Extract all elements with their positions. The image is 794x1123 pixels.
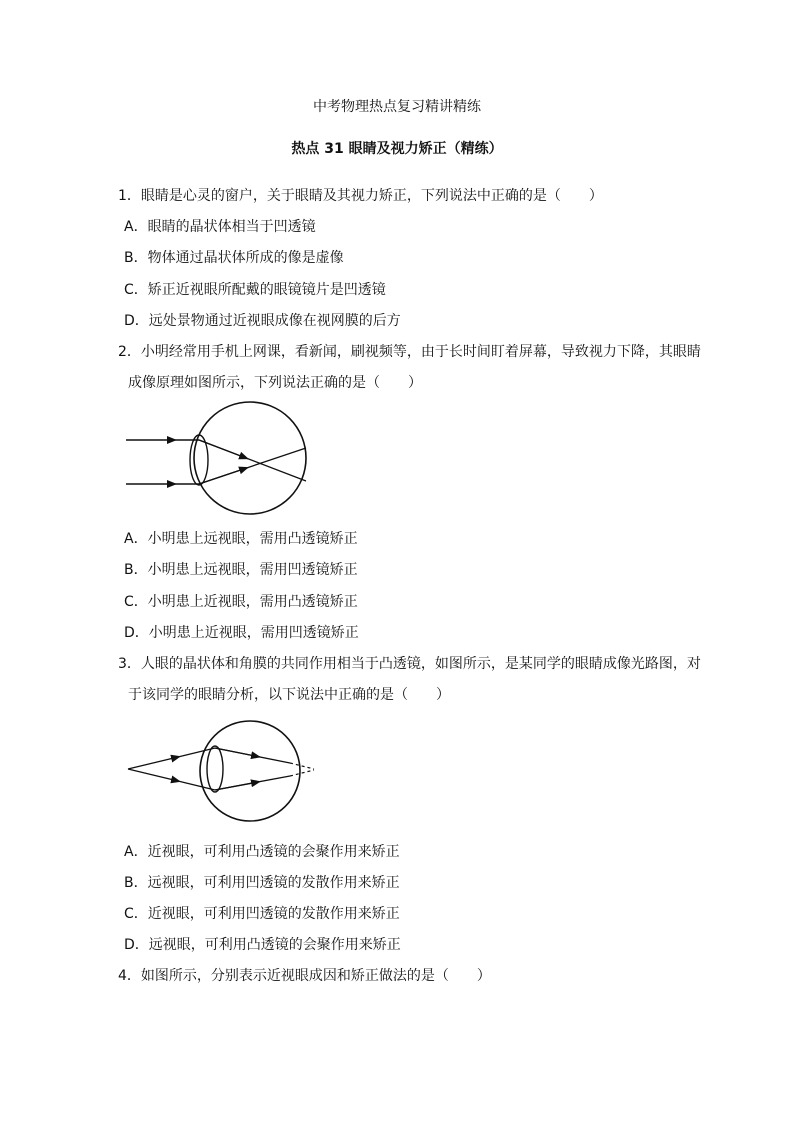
incoming-light-rays <box>126 440 199 484</box>
question-2-option-a: A．小明患上远视眼，需用凸透镜矫正 <box>124 531 358 547</box>
question-2-option-c: C．小明患上近视眼，需用凸透镜矫正 <box>124 594 358 610</box>
question-1-stem: 1．眼睛是心灵的窗户，关于眼睛及其视力矫正，下列说法中正确的是（ ） <box>118 188 603 204</box>
virtual-focus-dashed-lines <box>290 763 314 776</box>
eyeball-outline <box>194 402 306 514</box>
crystalline-lens <box>207 746 223 792</box>
question-2-stem-line-2: 成像原理如图所示，下列说法正确的是（ ） <box>128 375 422 391</box>
eyeball-outline <box>200 721 300 821</box>
question-2-stem-line-1: 2．小明经常用手机上网课，看新闻，刷视频等，由于长时间盯着屏幕，导致视力下降，其眼睛 <box>118 344 701 360</box>
question-1-option-c: C．矫正近视眼所配戴的眼镜镜片是凹透镜 <box>124 282 386 298</box>
question-3-option-b: B．远视眼，可利用凹透镜的发散作用来矫正 <box>124 875 400 891</box>
question-2-eye-diagram <box>120 398 320 518</box>
question-3-stem-line-1: 3．人眼的晶状体和角膜的共同作用相当于凸透镜，如图所示，是某同学的眼睛成像光路图，对 <box>118 656 701 672</box>
question-4-stem: 4．如图所示，分别表示近视眼成因和矫正做法的是（ ） <box>118 968 491 984</box>
question-1-option-b: B．物体通过晶状体所成的像是虚像 <box>124 250 344 266</box>
document-subtitle: 热点 31 眼睛及视力矫正（精练） <box>291 141 503 157</box>
question-1-option-d: D．远处景物通过近视眼成像在视网膜的后方 <box>124 313 401 329</box>
question-3-option-a: A．近视眼，可利用凸透镜的会聚作用来矫正 <box>124 844 400 860</box>
refracted-rays-inside-eye <box>215 748 290 790</box>
question-3-option-d: D．远视眼，可利用凸透镜的会聚作用来矫正 <box>124 937 401 953</box>
question-2-option-d: D．小明患上近视眼，需用凹透镜矫正 <box>124 625 359 641</box>
question-3-option-c: C．近视眼，可利用凹透镜的发散作用来矫正 <box>124 906 400 922</box>
question-1-option-a: A．眼睛的晶状体相当于凹透镜 <box>124 219 316 235</box>
document-title: 中考物理热点复习精讲精练 <box>313 99 481 115</box>
question-3-stem-line-2: 于该同学的眼睛分析，以下说法中正确的是（ ） <box>128 687 450 703</box>
refracted-light-rays <box>199 440 306 484</box>
question-2-option-b: B．小明患上远视眼，需用凹透镜矫正 <box>124 562 358 578</box>
question-3-eye-diagram <box>120 716 320 826</box>
